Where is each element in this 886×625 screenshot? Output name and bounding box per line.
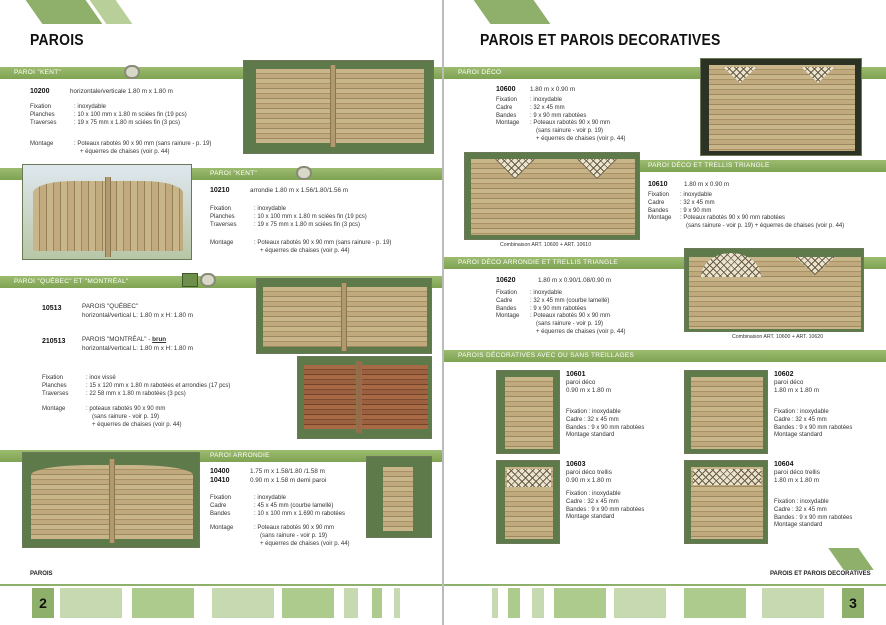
left-page <box>0 0 442 625</box>
page-title: PAROIS ET PAROIS DECORATIVES <box>480 30 721 49</box>
page-number: 3 <box>842 588 864 618</box>
montage-block <box>30 141 211 157</box>
product-photo <box>684 460 768 544</box>
spec-label: Montage <box>496 313 520 320</box>
fence-panel <box>256 69 424 143</box>
spec-line: Cadre : 32 x 45 mm <box>566 416 619 423</box>
photo-caption: Combinaison ART. 10600 + ART. 10610 <box>500 242 592 248</box>
product-photo <box>684 370 768 454</box>
footer-block <box>762 588 824 618</box>
page-number: 2 <box>32 588 54 618</box>
spec-value: : 10 x 100 mm x 1.80 m sciées fin (19 pcs) <box>74 111 187 118</box>
product-code: 210513 <box>42 338 66 345</box>
product-code: 10410 <box>210 477 230 484</box>
spec-label: Cadre <box>496 104 513 111</box>
product-photo <box>700 58 862 156</box>
fence-panel <box>709 65 855 151</box>
spec-label: Planches <box>42 382 67 389</box>
spec-value: : 19 x 75 mm x 1.80 m sciées fin (3 pcs) <box>74 119 181 126</box>
footer-block <box>372 588 382 618</box>
fence-post <box>330 65 336 147</box>
spec-label: Montage <box>210 240 234 246</box>
footer-block <box>532 588 544 618</box>
montage-block <box>42 406 182 429</box>
product-desc: 1.75 m x 1.58/1.80 /1.58 m <box>250 468 325 475</box>
spec-label: Montage <box>496 120 520 127</box>
spec-label: Fixation <box>496 290 518 296</box>
product-desc: arrondie 1.80 m x 1.56/1.80/1.56 m <box>250 187 349 194</box>
footer-block <box>614 588 666 618</box>
spec-label: Bandes <box>496 305 517 312</box>
footer-label: PAROIS <box>30 571 53 577</box>
spec-line: Bandes : 9 x 90 mm rabotées <box>774 424 853 431</box>
spec-label: Montage <box>42 406 66 412</box>
spec-label: Montage <box>210 525 234 531</box>
product-code: 10604 <box>774 461 794 468</box>
product-photo <box>22 164 192 260</box>
product-code: 10200 <box>30 88 50 95</box>
footer-rule <box>0 584 442 586</box>
spec-label: Cadre <box>496 297 513 304</box>
spec-value: (sans rainure - voir p. 19) <box>92 413 160 420</box>
product-photo <box>684 248 864 332</box>
spec-list <box>496 97 626 144</box>
spec-value: : 32 x 45 mm <box>530 104 565 111</box>
spec-label: Cadre <box>210 502 227 509</box>
section-bar-deco: PAROI DÉCO <box>444 67 886 79</box>
product-desc: 1.80 m x 0.90 m <box>530 86 576 93</box>
spec-label: Montage <box>30 141 54 147</box>
spec-label: Traverses <box>42 390 69 397</box>
lattice-top <box>507 469 551 487</box>
product-desc: 1.80 m x 0.90 m <box>684 181 730 188</box>
spec-label: Traverses <box>210 221 237 228</box>
product-dim: 0.90 m x 1.80 m <box>566 387 612 394</box>
spec-list <box>566 491 644 522</box>
product-dim: horizontal/vertical L: 1.80 m x H: 1.80 m <box>82 312 193 319</box>
spec-value: : Poteaux rabotés 90 x 90 mm (sans rainure - p. 19) <box>74 141 212 147</box>
spec-value: : Poteaux rabotés 90 x 90 mm <box>254 525 335 531</box>
product-photo <box>243 60 434 154</box>
section-bar-deco-arrondie: PAROI DÉCO ARRONDIE ET TRELLIS TRIANGLE <box>444 257 886 269</box>
spec-value: : inoxydable <box>680 192 713 198</box>
footer-block <box>492 588 498 618</box>
fence-panel <box>304 365 428 429</box>
fence-post <box>356 361 362 433</box>
montage-block <box>210 240 391 256</box>
product-code: 10602 <box>774 371 794 378</box>
spec-line: Fixation : inoxydable <box>774 499 829 505</box>
spec-list <box>774 499 852 530</box>
spec-line: Cadre : 32 x 45 mm <box>774 506 827 513</box>
spec-value: (sans rainure - voir p. 19) + équerres de chaises (voir p. 44) <box>686 223 845 230</box>
spec-value: : inoxydable <box>254 495 287 501</box>
spec-label: Fixation <box>496 97 518 103</box>
product-code: 10603 <box>566 461 586 468</box>
spec-list <box>496 290 626 337</box>
fence-panel <box>383 467 413 531</box>
section-bar-decoratives: PAROIS DÉCORATIVES AVEC OU SANS TREILLAGES <box>444 350 886 362</box>
spec-value: : 22 58 mm x 1.80 m rabotées (3 pcs) <box>86 390 186 397</box>
spec-value: : 19 x 75 mm x 1.80 m sciées fin (3 pcs) <box>254 221 361 228</box>
spec-label: Bandes <box>210 510 231 517</box>
spec-value: : Poteaux rabotés 90 x 90 mm <box>530 120 611 127</box>
product-dim: 1.80 m x 1.80 m <box>774 387 820 394</box>
footer-rule <box>444 584 886 586</box>
footer-block <box>508 588 520 618</box>
footer-label: PAROIS ET PAROIS DECORATIVES <box>770 571 871 577</box>
lattice-top <box>693 469 761 485</box>
footer-block <box>684 588 746 618</box>
section-bar-arrondie: PAROI ARRONDIE <box>0 450 442 462</box>
fence-panel <box>471 159 635 235</box>
spec-list <box>210 495 345 518</box>
spec-value: : 45 x 45 mm (courbe lamellé) <box>254 502 334 509</box>
product-name: paroi déco <box>566 379 596 386</box>
spec-line: Bandes : 9 x 90 mm rabotées <box>774 514 853 521</box>
spec-list <box>210 206 367 229</box>
product-code: 10513 <box>42 305 62 312</box>
montage-block <box>210 525 350 548</box>
spec-value: : inoxydable <box>74 104 107 110</box>
fence-post <box>109 459 115 543</box>
spec-label: Fixation <box>648 192 670 198</box>
product-photo <box>464 152 640 240</box>
spec-value: : inoxydable <box>530 97 563 103</box>
spec-line: Fixation : inoxydable <box>566 491 621 497</box>
fence-post <box>341 283 347 351</box>
footer-block <box>212 588 274 618</box>
product-desc: 1.80 m x 0.90/1.08/0.90 m <box>538 277 612 284</box>
product-name: paroi déco trellis <box>566 469 612 476</box>
spec-line: Montage standard <box>774 522 823 529</box>
product-dim: 0.90 m x 1.80 m <box>566 477 612 484</box>
spec-value: + équerres de chaises (voir p. 44) <box>260 540 350 547</box>
spec-value: : 9 x 90 mm rabotées <box>530 305 587 312</box>
spec-line: Montage standard <box>774 432 823 439</box>
brand-circle-icon <box>296 166 312 180</box>
spec-line: Cadre : 32 x 45 mm <box>774 416 827 423</box>
spec-value: + équerres de chaises (voir p. 44) <box>80 148 170 155</box>
spec-value: : 10 x 100 mm x 1.690 m rabotées <box>254 510 346 517</box>
spec-label: Fixation <box>210 206 232 212</box>
spec-value: + équerres de chaises (voir p. 44) <box>92 421 182 428</box>
spec-line: Fixation : inoxydable <box>774 409 829 415</box>
section-bar-kent: PAROI "KENT" <box>0 168 442 180</box>
footer-block <box>394 588 400 618</box>
spec-value: : inox vissé <box>86 375 116 381</box>
product-badge-icon <box>182 273 198 287</box>
spec-value: : 15 x 120 mm x 1.80 m rabotées et arrondies (17 pcs) <box>86 382 231 389</box>
fence-post <box>105 177 111 257</box>
spec-value: : Poteaux rabotés 90 x 90 mm rabotées <box>680 215 786 222</box>
right-page <box>444 0 886 625</box>
product-dim: horizontal/vertical L: 1.80 m x H: 1.80 m <box>82 345 193 352</box>
spec-label: Traverses <box>30 119 57 126</box>
spec-value: : 9 x 90 mm <box>680 207 712 214</box>
product-name: PAROIS "QUÉBEC" <box>82 303 139 310</box>
section-bar-deco-trellis: PAROI DÉCO ET TRELLIS TRIANGLE <box>640 160 886 172</box>
product-name-text: PAROIS "MONTRÉAL" - <box>82 336 153 343</box>
brand-circle-icon <box>124 65 140 79</box>
spec-label: Fixation <box>42 375 64 381</box>
fence-panel <box>505 377 553 449</box>
spec-line: Montage standard <box>566 432 615 439</box>
spec-list <box>30 104 187 127</box>
product-photo <box>496 460 560 544</box>
footer-block <box>344 588 358 618</box>
spec-label: Montage <box>648 215 672 222</box>
page-title: PAROIS <box>30 30 84 49</box>
product-dim: 1.80 m x 1.80 m <box>774 477 820 484</box>
product-code: 10400 <box>210 468 230 475</box>
spec-label: Bandes <box>648 207 669 214</box>
spec-label: Cadre <box>648 199 665 206</box>
product-code: 10620 <box>496 277 516 284</box>
spec-value: : poteaux rabotés 90 x 90 mm <box>86 406 166 412</box>
product-photo <box>297 356 432 439</box>
spec-list <box>566 409 644 440</box>
product-name: paroi déco trellis <box>774 469 820 476</box>
spec-value: + équerres de chaises (voir p. 44) <box>536 328 626 335</box>
section-bar-kent: PAROI "KENT" <box>0 67 442 79</box>
spec-label: Fixation <box>210 495 232 501</box>
spec-label: Bandes <box>496 112 517 119</box>
footer-block <box>282 588 334 618</box>
spec-label: Fixation <box>30 104 52 110</box>
spec-value: : inoxydable <box>530 290 563 296</box>
product-color: brun <box>152 336 167 343</box>
product-photo <box>366 456 432 538</box>
product-code: 10610 <box>648 181 668 188</box>
section-bar-quebec: PAROI "QUÉBEC" ET "MONTRÉAL" <box>0 276 442 288</box>
product-desc: 0.90 m x 1.58 m demi paroi <box>250 477 327 484</box>
spec-line: Bandes : 9 x 90 mm rabotées <box>566 506 645 513</box>
product-photo <box>496 370 560 454</box>
product-code: 10600 <box>496 86 516 93</box>
corner-stripe <box>26 0 103 24</box>
product-name <box>82 336 166 345</box>
product-name: paroi déco <box>774 379 804 386</box>
product-desc: horizontale/verticale 1.80 m x 1.80 m <box>70 88 173 95</box>
spec-value: : 9 x 90 mm rabotées <box>530 112 587 119</box>
product-photo <box>22 452 200 548</box>
spec-label: Planches <box>30 111 55 118</box>
spec-value: : Poteaux rabotés 90 x 90 mm <box>530 313 611 320</box>
photo-caption: Combinaison ART. 10600 + ART. 10620 <box>732 334 824 340</box>
corner-stripe <box>828 548 873 570</box>
spec-value: + équerres de chaises (voir p. 44) <box>260 247 350 254</box>
spec-list <box>774 409 852 440</box>
product-code: 10601 <box>566 371 586 378</box>
corner-stripe <box>474 0 551 24</box>
spec-value: : 32 x 45 mm (courbe lamellé) <box>530 297 610 304</box>
spec-list <box>648 192 844 231</box>
spec-line: Fixation : inoxydable <box>566 409 621 415</box>
brand-circle-icon <box>200 273 216 287</box>
spec-value: (sans rainure - voir p. 19) <box>260 532 328 539</box>
footer-block <box>554 588 606 618</box>
product-photo <box>256 278 432 354</box>
product-code: 10210 <box>210 187 230 194</box>
spec-value: (sans rainure - voir p. 19) <box>536 128 604 135</box>
fence-panel <box>691 377 763 449</box>
spec-value: : 10 x 100 mm x 1.80 m sciées fin (19 pcs) <box>254 213 367 220</box>
spec-list <box>42 375 230 398</box>
footer-block <box>60 588 122 618</box>
footer-block <box>132 588 194 618</box>
spec-value: : 32 x 45 mm <box>680 199 715 206</box>
spec-value: (sans rainure - voir p. 19) <box>536 321 604 328</box>
spec-value: : inoxydable <box>254 206 287 212</box>
spec-value: + équerres de chaises (voir p. 44) <box>536 135 626 142</box>
spec-label: Planches <box>210 213 235 220</box>
spec-line: Cadre : 32 x 45 mm <box>566 498 619 505</box>
spec-line: Montage standard <box>566 514 615 521</box>
spec-value: : Poteaux rabotés 90 x 90 mm (sans rainure - p. 19) <box>254 240 392 246</box>
spec-line: Bandes : 9 x 90 mm rabotées <box>566 424 645 431</box>
